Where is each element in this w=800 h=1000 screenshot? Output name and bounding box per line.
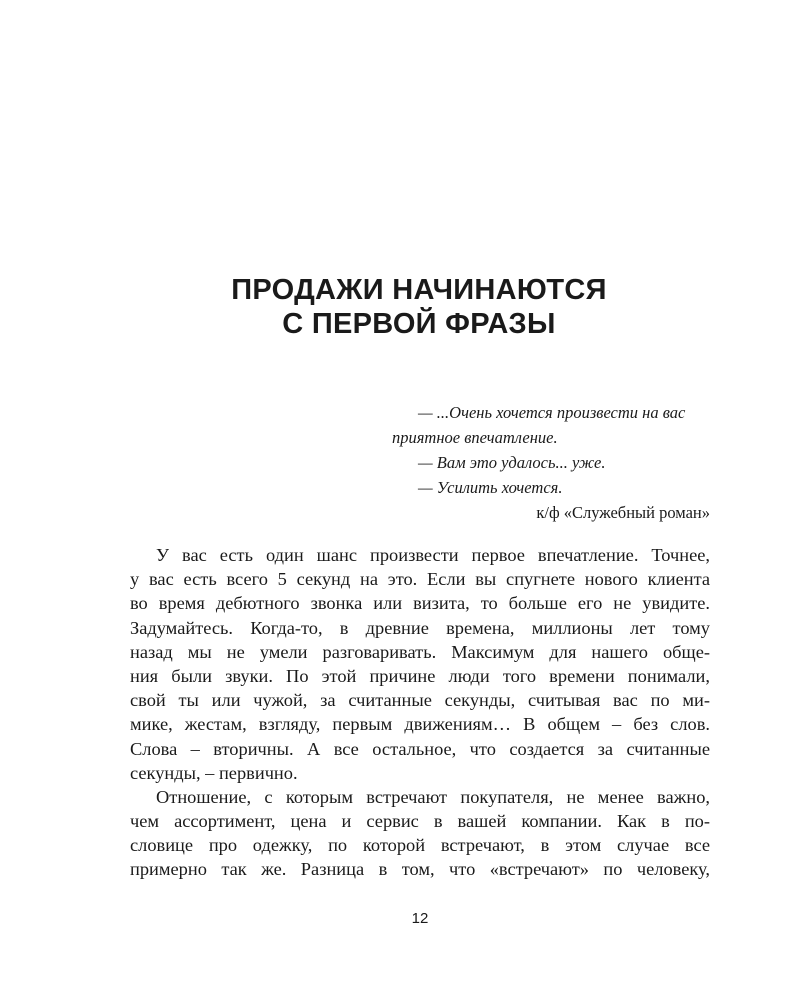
chapter-title [0, 273, 800, 341]
body-line: во время дебютного звонка или визита, то больше его не увидите. [130, 593, 710, 614]
chapter-title-line-2: С ПЕРВОЙ ФРАЗЫ [282, 308, 556, 340]
epigraph-line-4: — Усилить хочется. [418, 478, 563, 497]
epigraph-line-2: приятное впечатление. [392, 428, 558, 447]
body-line: назад мы не умели разговаривать. Максимум для нашего обще- [130, 641, 710, 662]
epigraph-line-1: — ...Очень хочется произвести на вас [418, 403, 686, 422]
body-line: мике, жестам, взгляду, первым движениям… В общем – без слов. [130, 714, 710, 735]
body-line: словице про одежку, по которой встречают, в этом случае все [130, 835, 710, 856]
body-line: чем ассортимент, цена и сервис в вашей компании. Как в по- [130, 811, 710, 832]
body-line: у вас есть всего 5 секунд на это. Если вы спугнете нового клиента [130, 569, 710, 590]
body-line: Отношение, с которым встречают покупателя, не менее важно, [156, 786, 710, 807]
body-line: секунды, – первично. [130, 762, 298, 783]
body-line: свой ты или чужой, за считанные секунды, считывая вас по ми- [130, 690, 710, 711]
body-line: Задумайтесь. Когда-то, в древние времена, миллионы лет тому [130, 617, 710, 638]
epigraph-line-3: — Вам это удалось... уже. [418, 453, 606, 472]
chapter-title-line-1: ПРОДАЖИ НАЧИНАЮТСЯ [231, 274, 607, 306]
epigraph-source: к/ф «Служебный роман» [536, 503, 710, 522]
body-line: Слова – вторичны. А все остальное, что создается за считанные [130, 738, 710, 759]
page-number: 12 [411, 910, 429, 927]
epigraph [392, 400, 710, 525]
body-text [130, 543, 710, 882]
body-line: У вас есть один шанс произвести первое впечатление. Точнее, [156, 545, 710, 565]
body-line: ния были звуки. По этой причине люди того времени понимали, [130, 665, 710, 686]
body-line: примерно так же. Разница в том, что «встречают» по человеку, [130, 859, 710, 880]
